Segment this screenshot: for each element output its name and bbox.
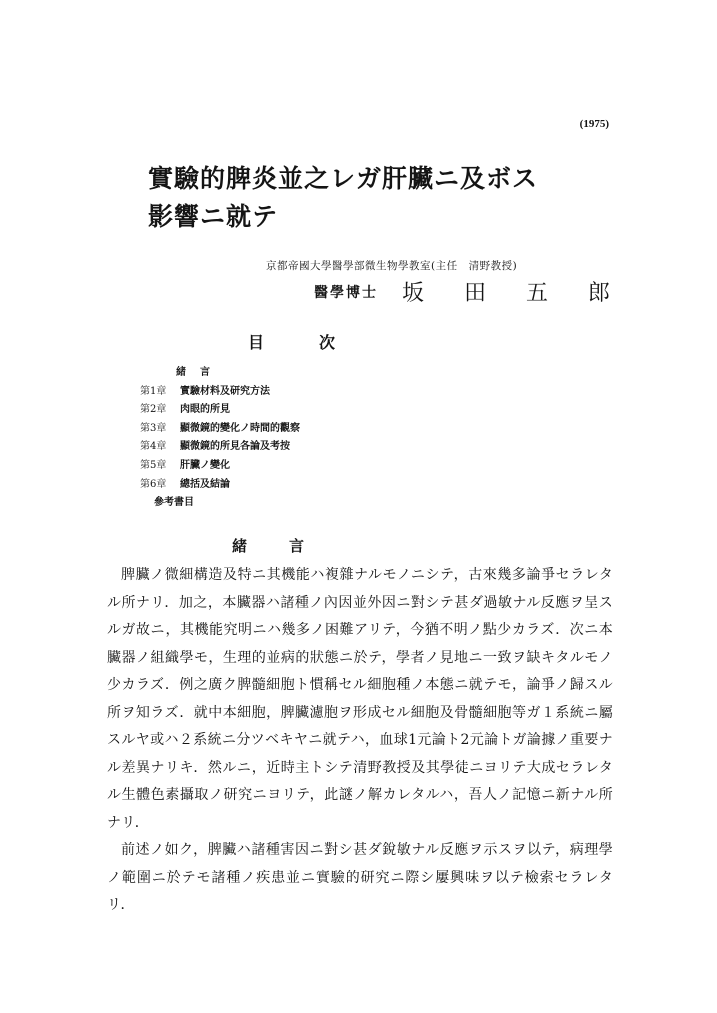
author-degree: 醫學博士 [314,285,378,301]
toc-item [140,364,420,383]
author-line [314,281,651,306]
author-name: 坂田五郎 [402,281,651,306]
toc-item-number: 第5章 [140,459,167,471]
toc-heading: 目次 [248,333,391,352]
toc-item-label: 參考書目 [154,497,194,509]
toc-item-label: 顯微鏡的變化ノ時間的觀察 [180,422,300,434]
toc-item-number: 第1章 [140,385,167,397]
toc-item-label: 肝臟ノ變化 [180,459,230,471]
toc-item [140,438,420,457]
author-affiliation: 京都帝國大學醫學部微生物學教室(主任 清野教授) [266,260,518,272]
toc-item [140,420,420,439]
toc-item [140,401,420,420]
paragraph: 前述ノ如ク，脾臟ハ諸種害因ニ對シ甚ダ銳敏ナル反應ヲ示スヲ以テ，病理學ノ範圍ニ於テモ諸種ノ疾患並ニ實驗的研究ニ際シ屢興味ヲ以テ檢索セラレタリ． [107,842,613,913]
paper-title [148,160,538,236]
toc-item [140,494,420,513]
toc-item-label: 緒言 [176,367,224,378]
toc-item-label: 肉眼的所見 [180,404,230,416]
toc-item-number: 第2章 [140,404,167,416]
section-heading: 緒言 [232,537,347,555]
toc-item-label: 實驗材料及研究方法 [180,385,270,397]
toc-item [140,383,420,402]
title-line-1: 實驗的脾炎並之レガ肝臟ニ及ボス [148,164,539,193]
toc-item [140,476,420,495]
page-number: (1975) [579,118,609,130]
toc-item [140,457,420,476]
table-of-contents [140,364,420,513]
toc-item-label: 顯微鏡的所見各論及考按 [180,441,290,453]
toc-item-number: 第4章 [140,441,167,453]
body-text [107,562,613,920]
title-line-2: 影響ニ就テ [148,202,279,231]
toc-item-number: 第6章 [140,478,167,490]
toc-item-label: 總括及結論 [180,478,230,490]
paragraph: 脾臟ノ微細構造及特ニ其機能ハ複雜ナルモノニシテ，古來幾多論爭セラレタル所ナリ．加之，本臟器ハ諸種ノ內因並外因ニ對シテ甚ダ過敏ナル反應ヲ呈スルガ故ニ，其機能究明ニハ幾多ノ困難アリテ，今猶不明ノ點少カラズ．次ニ本臟器ノ組織學モ，生理的並病的狀態ニ於テ，學者ノ見地ニ一致ヲ缺キタルモノ少カラズ．例之廣ク脾髓細胞ト慣稱セル細胞種ノ本態ニ就テモ，論爭ノ歸スル所ヲ知ラズ．就中本細胞，脾臟濾胞ヲ形成セル細胞及骨髓細胞等ガ１系統ニ屬スルヤ或ハ２系統ニ分ツベキヤニ就テハ，血球1元論ト2元論トガ論據ノ重要ナル差異ナリキ．然ルニ，近時主トシテ清野教授及其學徒ニヨリテ大成セラレタル生體色素攝取ノ研究ニヨリテ，此謎ノ解カレタルハ，吾人ノ記憶ニ新ナル所ナリ． [107,567,613,831]
toc-item-number: 第3章 [140,422,167,434]
